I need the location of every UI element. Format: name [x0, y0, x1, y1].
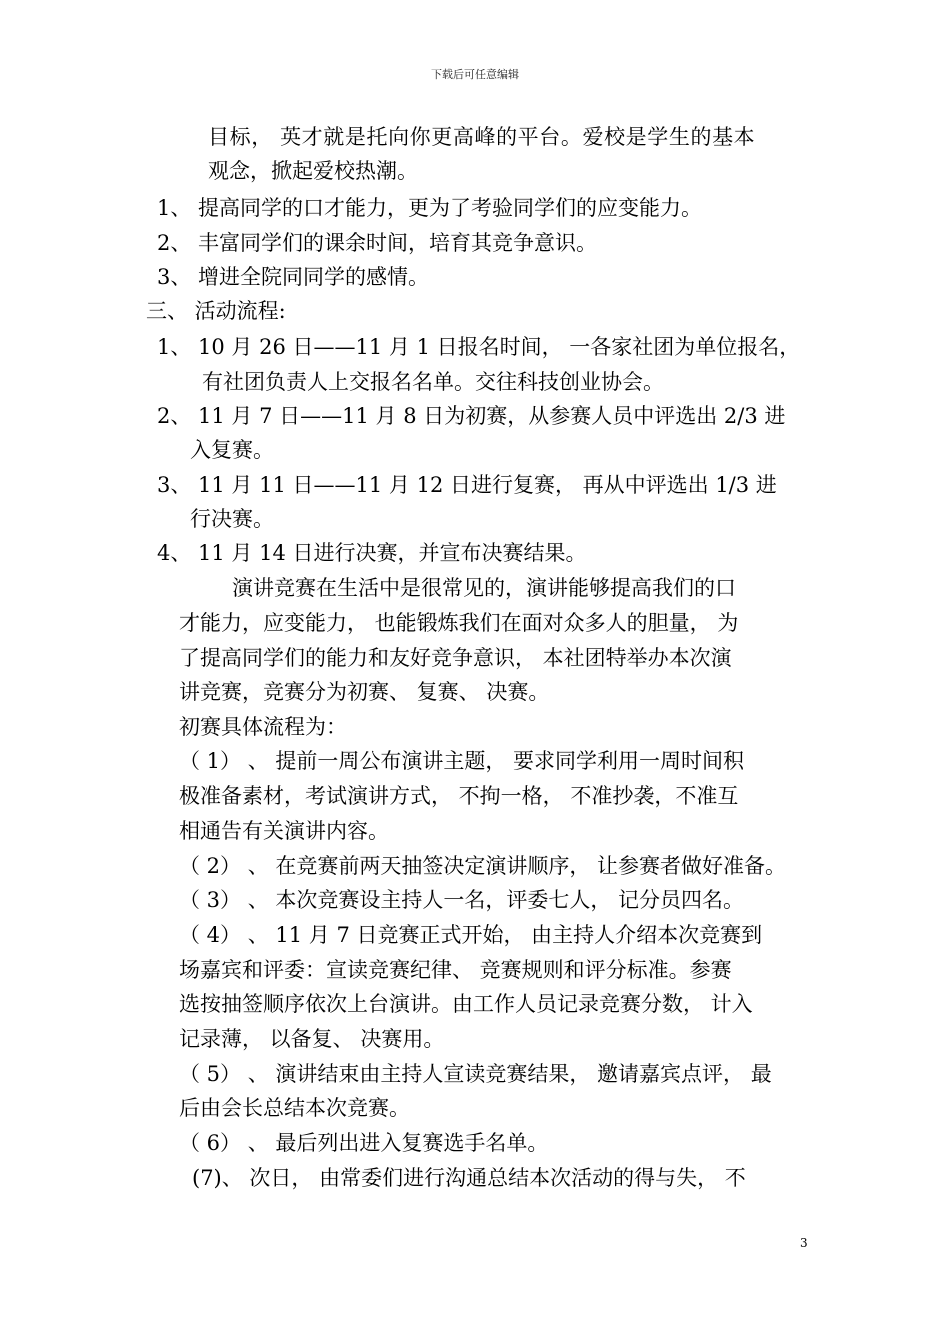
- text-line: 3、 11 月 11 日——11 月 12 日进行复赛， 再从中评选出 1/3 进: [157, 473, 777, 497]
- page-header: 下载后可任意编辑: [431, 68, 519, 81]
- text-line: 演讲竞赛在生活中是很常见的，演讲能够提高我们的口: [232, 576, 736, 600]
- text-line: 1、 10 月 26 日——11 月 1 日报名时间， 一各家社团为单位报名，: [157, 335, 801, 359]
- text-line: 有社团负责人上交报名名单。交往科技创业协会。: [202, 370, 664, 394]
- text-line: 选按抽签顺序依次上台演讲。由工作人员记录竞赛分数， 计入: [179, 992, 753, 1016]
- text-line: 3、 增进全院同同学的感情。: [157, 265, 430, 289]
- text-line: （ 4） 、 11 月 7 日竞赛正式开始， 由主持人介绍本次竞赛到: [179, 923, 763, 947]
- text-line: 4、 11 月 14 日进行决赛，并宣布决赛结果。: [157, 541, 587, 565]
- text-line: （ 2） 、 在竞赛前两天抽签决定演讲顺序， 让参赛者做好准备。: [179, 854, 787, 878]
- text-line: 才能力，应变能力， 也能锻炼我们在面对众多人的胆量， 为: [179, 611, 739, 635]
- text-line: 初赛具体流程为：: [179, 715, 347, 739]
- text-line: （ 3） 、 本次竞赛设主持人一名，评委七人， 记分员四名。: [179, 888, 745, 912]
- text-line: 后由会长总结本次竞赛。: [179, 1096, 410, 1120]
- text-line: 1、 提高同学的口才能力，更为了考验同学们的应变能力。: [157, 196, 703, 220]
- text-line: 相通告有关演讲内容。: [179, 819, 389, 843]
- text-line: 入复赛。: [190, 438, 274, 462]
- text-line: 观念，掀起爱校热潮。: [208, 159, 418, 183]
- text-line: 极准备素材，考试演讲方式， 不拘一格， 不准抄袭，不准互: [179, 784, 739, 808]
- text-line: 了提高同学们的能力和友好竞争意识， 本社团特举办本次演: [179, 646, 732, 670]
- text-line: 2、 丰富同学们的课余时间，培育其竞争意识。: [157, 231, 598, 255]
- text-line: (7)、 次日， 由常委们进行沟通总结本次活动的得与失， 不: [192, 1166, 746, 1190]
- text-line: 讲竞赛，竞赛分为初赛、 复赛、 决赛。: [179, 680, 550, 704]
- text-line: （ 5） 、 演讲结束由主持人宣读竞赛结果， 邀请嘉宾点评， 最: [179, 1062, 772, 1086]
- text-line: 记录薄， 以备复、 决赛用。: [179, 1027, 445, 1051]
- text-line: （ 1） 、 提前一周公布演讲主题， 要求同学利用一周时间积: [179, 749, 745, 773]
- page-number: 3: [800, 1236, 808, 1250]
- text-line: 三、 活动流程:: [146, 299, 286, 323]
- text-line: 场嘉宾和评委：宣读竞赛纪律、 竞赛规则和评分标准。参赛: [179, 958, 732, 982]
- text-line: 目标， 英才就是托向你更高峰的平台。爱校是学生的基本: [208, 125, 756, 149]
- text-line: 行决赛。: [190, 507, 274, 531]
- text-line: （ 6） 、 最后列出进入复赛选手名单。: [179, 1131, 549, 1155]
- text-line: 2、 11 月 7 日——11 月 8 日为初赛，从参赛人员中评选出 2/3 进: [157, 404, 786, 428]
